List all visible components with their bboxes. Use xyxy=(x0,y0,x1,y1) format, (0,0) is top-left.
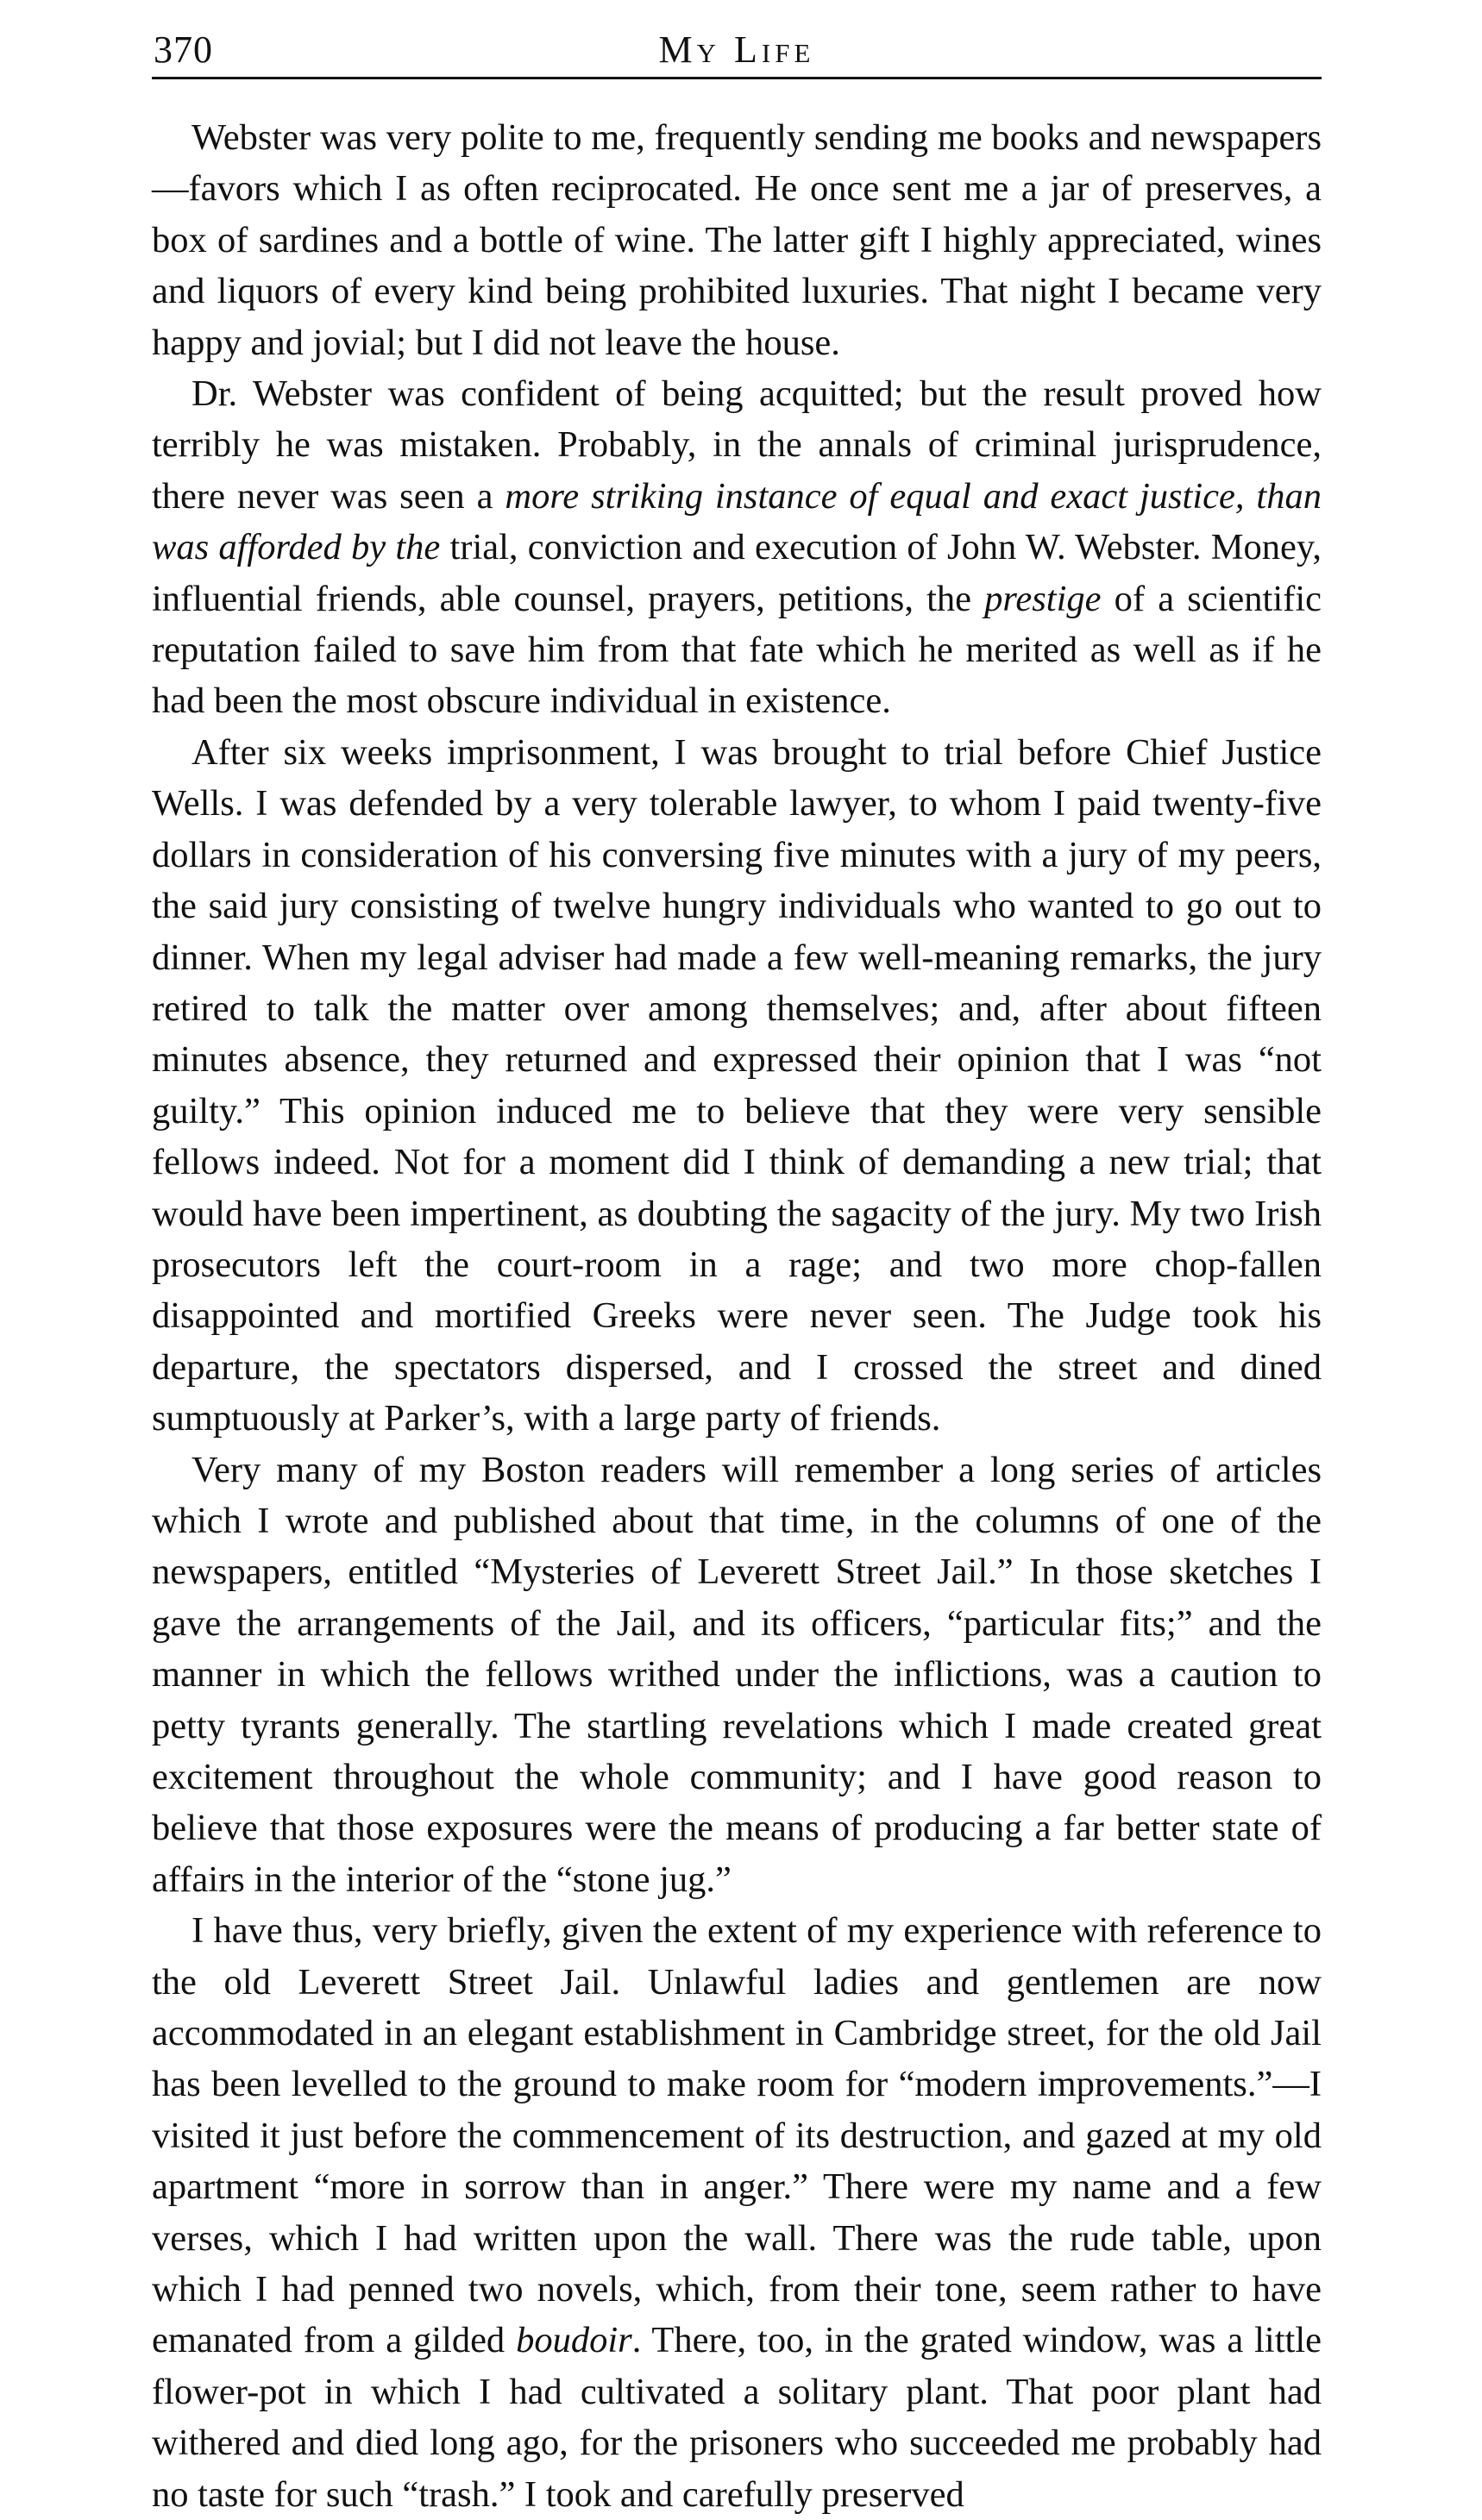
paragraph xyxy=(152,1445,1322,1906)
italic-text: boudoir xyxy=(516,2320,632,2361)
text-run: Very many of my Boston readers will remember a long series of articles which I wrote and published about that time, in the columns of one of the newspapers, entitled “Mysteries of Leverett Street Jail.” In those sketches I gave the arrangements of the Jail, and its officers, “particular fits;” and the manner in which the fellows writhed under the inflictions, was a caution to petty tyrants generally. The startling revelations which I made created great excitement throughout the whole community; and I have good reason to believe that those exposures were the means of producing a far better state of affairs in the interior of the “stone jug.” xyxy=(152,1449,1322,1900)
book-page xyxy=(152,0,1322,2520)
text-run: Webster was very polite to me, frequently sending me books and newspapers—favors which I as often reciprocated. He once sent me a jar of preserves, a box of sardines and a bottle of wine. The latter gift I highly appreciated, wines and liquors of every kind being prohibited luxuries. That night I became very happy and jovial; but I did not leave the house. xyxy=(152,117,1322,363)
running-head xyxy=(152,0,1322,78)
text-run: of a scientific reputation failed to save him from that fate which he merited as well as if he had been the most obscure individual in existence. xyxy=(152,578,1322,722)
running-title: My Life xyxy=(658,28,815,71)
italic-text: more striking instance of equal and exact justice, than was afforded by the xyxy=(152,475,1322,568)
italic-text: prestige xyxy=(984,578,1102,619)
paragraph xyxy=(152,727,1322,1445)
text-run: . There, too, in the grated window, was a little flower-pot in which I had cultivated a solitary plant. That poor plant had withered and died long ago, for the prisoners who succeeded me probably had no taste for such “trash.” I took and carefully preserved xyxy=(152,2320,1322,2515)
text-run: After six weeks imprisonment, I was brought to trial before Chief Justice Wells. I was defended by a very tolerable lawyer, to whom I paid twenty-five dollars in consideration of his conversing five minutes with a jury of my peers, the said jury consisting of twelve hungry individuals who wanted to go out to dinner. When my legal adviser had made a few well-meaning remarks, the jury retired to talk the matter over among themselves; and, after about fifteen minutes absence, they returned and expressed their opinion that I was “not guilty.” This opinion induced me to believe that they were very sensible fellows indeed. Not for a moment did I think of demanding a new trial; that would have been impertinent, as doubting the sagacity of the jury. My two Irish prosecutors left the court-room in a rage; and two more chop-fallen disappointed and mortified Greeks were never seen. The Judge took his departure, the spectators dispersed, and I crossed the street and dined sumptuously at Parker’s, with a large party of friends. xyxy=(152,731,1322,1439)
text-run: I have thus, very briefly, given the extent of my experience with reference to the old Leverett Street Jail. Unlawful ladies and gentlemen are now accommodated in an elegant establishment in Cambridge street, for the old Jail has been levelled to the ground to make room for “modern improvements.”—I visited it just before the commencement of its destruction, and gazed at my old apartment “more in sorrow than in anger.” There were my name and a few verses, which I had written upon the wall. There was the rude table, upon which I had penned two novels, which, from their tone, seem rather to have emanated from a gilded xyxy=(152,1910,1322,2361)
text-run: Dr. Webster was confident of being acquitted; but the result proved how terribly he was mistaken. Probably, in the annals of criminal jurisprudence, there never was seen a xyxy=(152,373,1322,517)
paragraph xyxy=(152,1905,1322,2520)
text-run: trial, conviction and execution of John W. Webster. Money, influential friends, able counsel, prayers, petitions, the xyxy=(152,527,1322,619)
page-number: 370 xyxy=(154,28,213,71)
header-rule xyxy=(152,77,1322,79)
paragraph xyxy=(152,368,1322,727)
paragraph xyxy=(152,112,1322,368)
body-text xyxy=(152,112,1322,2520)
